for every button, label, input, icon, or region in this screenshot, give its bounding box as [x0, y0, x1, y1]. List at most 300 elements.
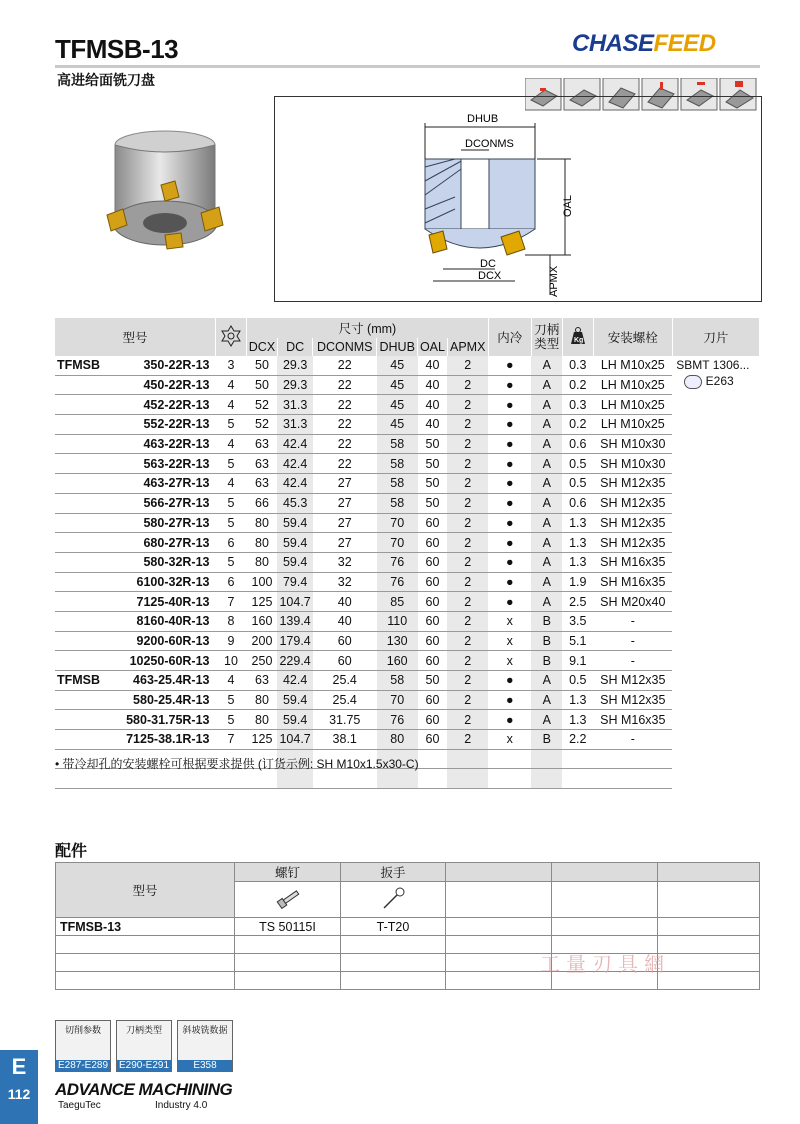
cell-dhub: 58 [377, 671, 418, 691]
row-model [55, 375, 216, 395]
row-model-code: 7125-40R-13 [136, 594, 210, 609]
cell-dc: 42.4 [277, 434, 312, 454]
row-model [55, 434, 216, 454]
table-row [55, 493, 760, 513]
row-model-code: 563-22R-13 [143, 456, 210, 471]
cell-shank: A [531, 552, 562, 572]
table-row [55, 572, 760, 592]
cell-oal: 60 [418, 730, 447, 750]
cell-cool: x [488, 651, 531, 671]
cell-dconms: 27 [313, 474, 377, 494]
cell-z: 7 [216, 730, 247, 750]
cell-oal: 60 [418, 710, 447, 730]
cell-kg: 0.2 [562, 415, 593, 435]
spec-table [55, 318, 760, 789]
col-shank-a: 刀柄 [534, 323, 560, 337]
cell-dconms: 22 [313, 454, 377, 474]
col-apmx: APMX [447, 338, 488, 356]
cell-dcx: 250 [247, 651, 278, 671]
col-oal: OAL [418, 338, 447, 356]
teeth-icon [216, 318, 247, 356]
cell-z: 5 [216, 710, 247, 730]
table-row [55, 474, 760, 494]
cell-kg: 9.1 [562, 651, 593, 671]
cell-oal: 40 [418, 375, 447, 395]
cell-oal: 60 [418, 651, 447, 671]
row-model [55, 474, 216, 494]
spec-table-body [55, 356, 760, 789]
cell-cool: ● [488, 690, 531, 710]
cell-dhub: 45 [377, 415, 418, 435]
cell-dconms: 22 [313, 415, 377, 435]
cell-dc: 31.3 [277, 415, 312, 435]
cell-dcx: 80 [247, 533, 278, 553]
cell-screw: SH M16x35 [593, 572, 672, 592]
cell-dcx: 50 [247, 356, 278, 375]
row-model [55, 631, 216, 651]
cell-oal: 60 [418, 690, 447, 710]
row-model [55, 552, 216, 572]
row-model [55, 533, 216, 553]
cell-screw: SH M12x35 [593, 474, 672, 494]
cell-z: 4 [216, 474, 247, 494]
col-dcx: DCX [247, 338, 278, 356]
cell-apmx: 2 [447, 375, 488, 395]
row-model [55, 356, 216, 375]
row-model [55, 710, 216, 730]
cell-dc: 79.4 [277, 572, 312, 592]
footnote: • 带冷却孔的安装螺栓可根据要求提供 (订货示例: SH M10x1.5x30-C) [55, 757, 419, 771]
cell-dc: 29.3 [277, 356, 312, 375]
cell-screw: SH M12x35 [593, 493, 672, 513]
row-model-code: 452-22R-13 [143, 397, 210, 412]
cell-apmx: 2 [447, 572, 488, 592]
cell-shank: A [531, 375, 562, 395]
cell-dcx: 52 [247, 395, 278, 415]
table-row [55, 671, 760, 691]
row-model-code: 463-25.4R-13 [133, 673, 210, 688]
table-row [55, 690, 760, 710]
cell-kg: 5.1 [562, 631, 593, 651]
cell-kg: 3.5 [562, 611, 593, 631]
cell-shank: A [531, 671, 562, 691]
wrench-icon [341, 882, 446, 918]
cell-oal: 40 [418, 356, 447, 375]
row-model [55, 493, 216, 513]
label-dhub: DHUB [467, 113, 499, 125]
cell-screw: SH M12x35 [593, 513, 672, 533]
cell-z: 6 [216, 533, 247, 553]
cell-dc: 45.3 [277, 493, 312, 513]
cell-shank: A [531, 474, 562, 494]
cell-z: 4 [216, 395, 247, 415]
cell-cool: ● [488, 434, 531, 454]
watermark: 工量刃具網 [540, 954, 670, 976]
cell-dcx: 63 [247, 434, 278, 454]
cell-oal: 60 [418, 592, 447, 612]
cell-oal: 60 [418, 513, 447, 533]
cell-cool: ● [488, 552, 531, 572]
cell-dconms: 27 [313, 513, 377, 533]
cell-dconms: 40 [313, 592, 377, 612]
cell-dc: 31.3 [277, 395, 312, 415]
title-rule [55, 65, 760, 68]
cell-dcx: 80 [247, 513, 278, 533]
cell-cool: x [488, 611, 531, 631]
cell-screw: SH M16x35 [593, 710, 672, 730]
table-row [55, 710, 760, 730]
cell-cool: ● [488, 395, 531, 415]
cell-dcx: 63 [247, 474, 278, 494]
cell-z: 5 [216, 493, 247, 513]
cell-dconms: 40 [313, 611, 377, 631]
cell-apmx: 2 [447, 395, 488, 415]
row-model-code: 580-32R-13 [143, 555, 210, 570]
row-model [55, 730, 216, 750]
row-model-code: 8160-40R-13 [136, 614, 210, 629]
insert-code: SBMT 1306... [676, 358, 750, 372]
col-insert: 刀片 [672, 318, 759, 356]
cell-shank: A [531, 592, 562, 612]
acc-row-screw: TS 50115I [235, 918, 341, 936]
cell-shank: A [531, 434, 562, 454]
col-shank-b: 类型 [534, 337, 560, 351]
row-model [55, 513, 216, 533]
ref-ramping-data[interactable] [177, 1020, 233, 1072]
table-row [55, 730, 760, 750]
cell-dcx: 80 [247, 690, 278, 710]
col-screw: 安装螺栓 [593, 318, 672, 356]
cell-apmx: 2 [447, 592, 488, 612]
cell-dhub: 58 [377, 454, 418, 474]
cell-apmx: 2 [447, 415, 488, 435]
cell-kg: 1.3 [562, 690, 593, 710]
cell-apmx: 2 [447, 690, 488, 710]
magnifier-icon [684, 375, 702, 389]
row-model-code: 9200-60R-13 [136, 633, 210, 648]
ref-shank-type[interactable] [116, 1020, 172, 1072]
cell-oal: 50 [418, 454, 447, 474]
cell-dhub: 76 [377, 710, 418, 730]
cell-dconms: 32 [313, 552, 377, 572]
cell-apmx: 2 [447, 611, 488, 631]
acc-row-model: TFMSB-13 [56, 918, 235, 936]
row-model-code: 580-31.75R-13 [126, 712, 210, 727]
table-row [55, 395, 760, 415]
cell-screw: SH M20x40 [593, 592, 672, 612]
cell-shank: A [531, 415, 562, 435]
cell-kg: 0.5 [562, 474, 593, 494]
cell-dc: 104.7 [277, 730, 312, 750]
cell-screw: SH M12x35 [593, 671, 672, 691]
cell-dhub: 45 [377, 375, 418, 395]
cell-dcx: 63 [247, 454, 278, 474]
acc-col-screw: 螺钉 [235, 863, 341, 882]
cell-dconms: 60 [313, 631, 377, 651]
cell-z: 8 [216, 611, 247, 631]
cell-dhub: 76 [377, 572, 418, 592]
cell-dhub: 70 [377, 513, 418, 533]
cell-oal: 60 [418, 533, 447, 553]
col-model: 型号 [55, 318, 216, 356]
cell-dc: 59.4 [277, 533, 312, 553]
cell-dhub: 70 [377, 533, 418, 553]
col-dhub: DHUB [377, 338, 418, 356]
cell-apmx: 2 [447, 710, 488, 730]
row-model [55, 611, 216, 631]
footer-company: TaeguTec [58, 1100, 101, 1111]
row-model-code: 450-22R-13 [143, 378, 210, 393]
row-model [55, 454, 216, 474]
cell-kg: 0.5 [562, 671, 593, 691]
footer-logo: ADVANCE MACHINING [55, 1080, 233, 1099]
label-dconms: DCONMS [465, 138, 514, 150]
cell-cool: ● [488, 592, 531, 612]
cell-screw: LH M10x25 [593, 395, 672, 415]
cell-kg: 1.3 [562, 513, 593, 533]
weight-icon [562, 318, 593, 356]
col-dconms: DCONMS [313, 338, 377, 356]
cell-kg: 2.2 [562, 730, 593, 750]
cell-z: 9 [216, 631, 247, 651]
cell-dcx: 125 [247, 592, 278, 612]
cell-dhub: 45 [377, 395, 418, 415]
row-model [55, 415, 216, 435]
product-image [95, 125, 235, 265]
cell-dhub: 45 [377, 356, 418, 375]
cell-z: 4 [216, 434, 247, 454]
cell-apmx: 2 [447, 671, 488, 691]
row-model [55, 671, 216, 691]
cell-dconms: 32 [313, 572, 377, 592]
cell-screw: LH M10x25 [593, 375, 672, 395]
cell-kg: 0.3 [562, 356, 593, 375]
cell-screw: - [593, 631, 672, 651]
ref-ramping-data-label: 斜坡铣数据 [182, 1025, 228, 1035]
cell-kg: 1.3 [562, 710, 593, 730]
table-row [55, 533, 760, 553]
cell-dc: 42.4 [277, 454, 312, 474]
insert-ref[interactable] [676, 374, 759, 389]
col-dims: 尺寸 (mm) [247, 318, 489, 338]
cell-dconms: 38.1 [313, 730, 377, 750]
row-model [55, 690, 216, 710]
cell-dhub: 58 [377, 493, 418, 513]
table-row [55, 592, 760, 612]
cell-cool: ● [488, 671, 531, 691]
cell-dcx: 66 [247, 493, 278, 513]
section-tab [0, 1050, 38, 1124]
cell-dconms: 22 [313, 395, 377, 415]
row-model [55, 395, 216, 415]
cell-shank: B [531, 631, 562, 651]
label-dcx: DCX [478, 270, 502, 282]
cell-dhub: 85 [377, 592, 418, 612]
cell-dcx: 50 [247, 375, 278, 395]
cell-dc: 139.4 [277, 611, 312, 631]
row-model-code: 350-22R-13 [143, 358, 210, 373]
brand-logo-b: FEED [653, 30, 716, 57]
cell-dhub: 110 [377, 611, 418, 631]
cell-z: 4 [216, 671, 247, 691]
cell-shank: A [531, 533, 562, 553]
cell-z: 5 [216, 690, 247, 710]
cell-z: 5 [216, 415, 247, 435]
cell-screw: - [593, 730, 672, 750]
ref-shank-type-label: 刀柄类型 [125, 1025, 162, 1035]
cell-oal: 50 [418, 474, 447, 494]
cell-dhub: 70 [377, 690, 418, 710]
cell-z: 7 [216, 592, 247, 612]
ref-shank-type-page: E290-E291 [118, 1060, 170, 1071]
cell-z: 5 [216, 552, 247, 572]
cell-kg: 0.6 [562, 493, 593, 513]
cell-dhub: 58 [377, 434, 418, 454]
cell-dhub: 80 [377, 730, 418, 750]
label-oal: OAL [562, 194, 574, 217]
cell-apmx: 2 [447, 356, 488, 375]
cell-dcx: 80 [247, 710, 278, 730]
cell-cool: ● [488, 474, 531, 494]
cell-apmx: 2 [447, 533, 488, 553]
cell-cool: x [488, 730, 531, 750]
cell-screw: LH M10x25 [593, 356, 672, 375]
cell-dc: 59.4 [277, 690, 312, 710]
row-model-code: 552-22R-13 [143, 417, 210, 432]
row-model-code: 10250-60R-13 [129, 653, 210, 668]
cell-shank: A [531, 710, 562, 730]
cell-kg: 2.5 [562, 592, 593, 612]
row-model-code: 7125-38.1R-13 [126, 732, 210, 747]
cell-screw: - [593, 651, 672, 671]
cell-cool: ● [488, 533, 531, 553]
cell-z: 3 [216, 356, 247, 375]
ref-cutting-data[interactable] [55, 1020, 111, 1072]
cell-oal: 40 [418, 415, 447, 435]
cell-z: 4 [216, 375, 247, 395]
row-model [55, 651, 216, 671]
page-subtitle: 高进给面铣刀盘 [57, 72, 155, 88]
cell-z: 5 [216, 513, 247, 533]
row-model-code: 463-22R-13 [143, 437, 210, 452]
insert-cell [672, 356, 759, 789]
page-title: TFMSB-13 [55, 34, 179, 64]
cell-dhub: 130 [377, 631, 418, 651]
cell-oal: 40 [418, 395, 447, 415]
table-row [55, 454, 760, 474]
cell-oal: 60 [418, 631, 447, 651]
row-model-code: 680-27R-13 [143, 535, 210, 550]
ref-cutting-data-page: E287-E289 [57, 1060, 109, 1071]
cell-screw: SH M16x35 [593, 552, 672, 572]
row-model-prefix: TFMSB [57, 673, 101, 688]
row-model-code: 6100-32R-13 [136, 574, 210, 589]
cell-apmx: 2 [447, 651, 488, 671]
cell-cool: ● [488, 513, 531, 533]
cell-apmx: 2 [447, 454, 488, 474]
col-dc: DC [277, 338, 312, 356]
accessories-title: 配件 [55, 843, 88, 860]
cell-dc: 179.4 [277, 631, 312, 651]
page-number: 112 [7, 1086, 31, 1102]
footer-tagline: Industry 4.0 [155, 1100, 208, 1111]
cell-dconms: 22 [313, 375, 377, 395]
cell-z: 10 [216, 651, 247, 671]
ref-ramping-data-page: E358 [178, 1060, 232, 1071]
table-row [55, 631, 760, 651]
cell-apmx: 2 [447, 631, 488, 651]
acc-col-model: 型号 [56, 863, 235, 918]
cell-screw: SH M10x30 [593, 434, 672, 454]
cell-oal: 60 [418, 572, 447, 592]
cell-dc: 229.4 [277, 651, 312, 671]
cell-screw: SH M12x35 [593, 690, 672, 710]
row-model-code: 580-25.4R-13 [133, 693, 210, 708]
cell-dc: 42.4 [277, 474, 312, 494]
cell-cool: ● [488, 572, 531, 592]
row-model-code: 580-27R-13 [143, 515, 210, 530]
cell-shank: A [531, 572, 562, 592]
section-letter: E [11, 1054, 27, 1079]
cell-oal: 60 [418, 611, 447, 631]
cell-cool: ● [488, 710, 531, 730]
cell-cool: x [488, 631, 531, 651]
cell-dc: 29.3 [277, 375, 312, 395]
cell-dcx: 80 [247, 552, 278, 572]
cell-apmx: 2 [447, 493, 488, 513]
label-apmx: APMX [548, 265, 560, 297]
row-model [55, 572, 216, 592]
cell-dcx: 63 [247, 671, 278, 691]
cell-kg: 0.3 [562, 395, 593, 415]
cell-cool: ● [488, 415, 531, 435]
cell-shank: A [531, 454, 562, 474]
cell-z: 5 [216, 454, 247, 474]
table-row [55, 415, 760, 435]
cell-kg: 1.3 [562, 552, 593, 572]
cell-screw: LH M10x25 [593, 415, 672, 435]
cell-dcx: 52 [247, 415, 278, 435]
technical-drawing [274, 96, 762, 302]
row-model [55, 592, 216, 612]
cell-screw: SH M12x35 [593, 533, 672, 553]
cell-oal: 60 [418, 552, 447, 572]
insert-page: E263 [705, 374, 734, 388]
cell-dconms: 27 [313, 533, 377, 553]
col-shank [531, 318, 562, 356]
cell-oal: 50 [418, 493, 447, 513]
cell-shank: B [531, 730, 562, 750]
cell-shank: A [531, 356, 562, 375]
cell-shank: B [531, 651, 562, 671]
cell-dhub: 160 [377, 651, 418, 671]
acc-row-wrench: T-T20 [341, 918, 446, 936]
row-model-code: 463-27R-13 [143, 476, 210, 491]
cell-dc: 59.4 [277, 552, 312, 572]
table-row [55, 513, 760, 533]
label-dc: DC [480, 258, 496, 270]
cell-kg: 0.2 [562, 375, 593, 395]
cell-dconms: 22 [313, 356, 377, 375]
cell-kg: 1.9 [562, 572, 593, 592]
cell-cool: ● [488, 493, 531, 513]
cell-dc: 104.7 [277, 592, 312, 612]
cell-kg: 0.5 [562, 454, 593, 474]
cell-dcx: 100 [247, 572, 278, 592]
screw-icon [235, 882, 341, 918]
cell-apmx: 2 [447, 474, 488, 494]
cell-kg: 1.3 [562, 533, 593, 553]
